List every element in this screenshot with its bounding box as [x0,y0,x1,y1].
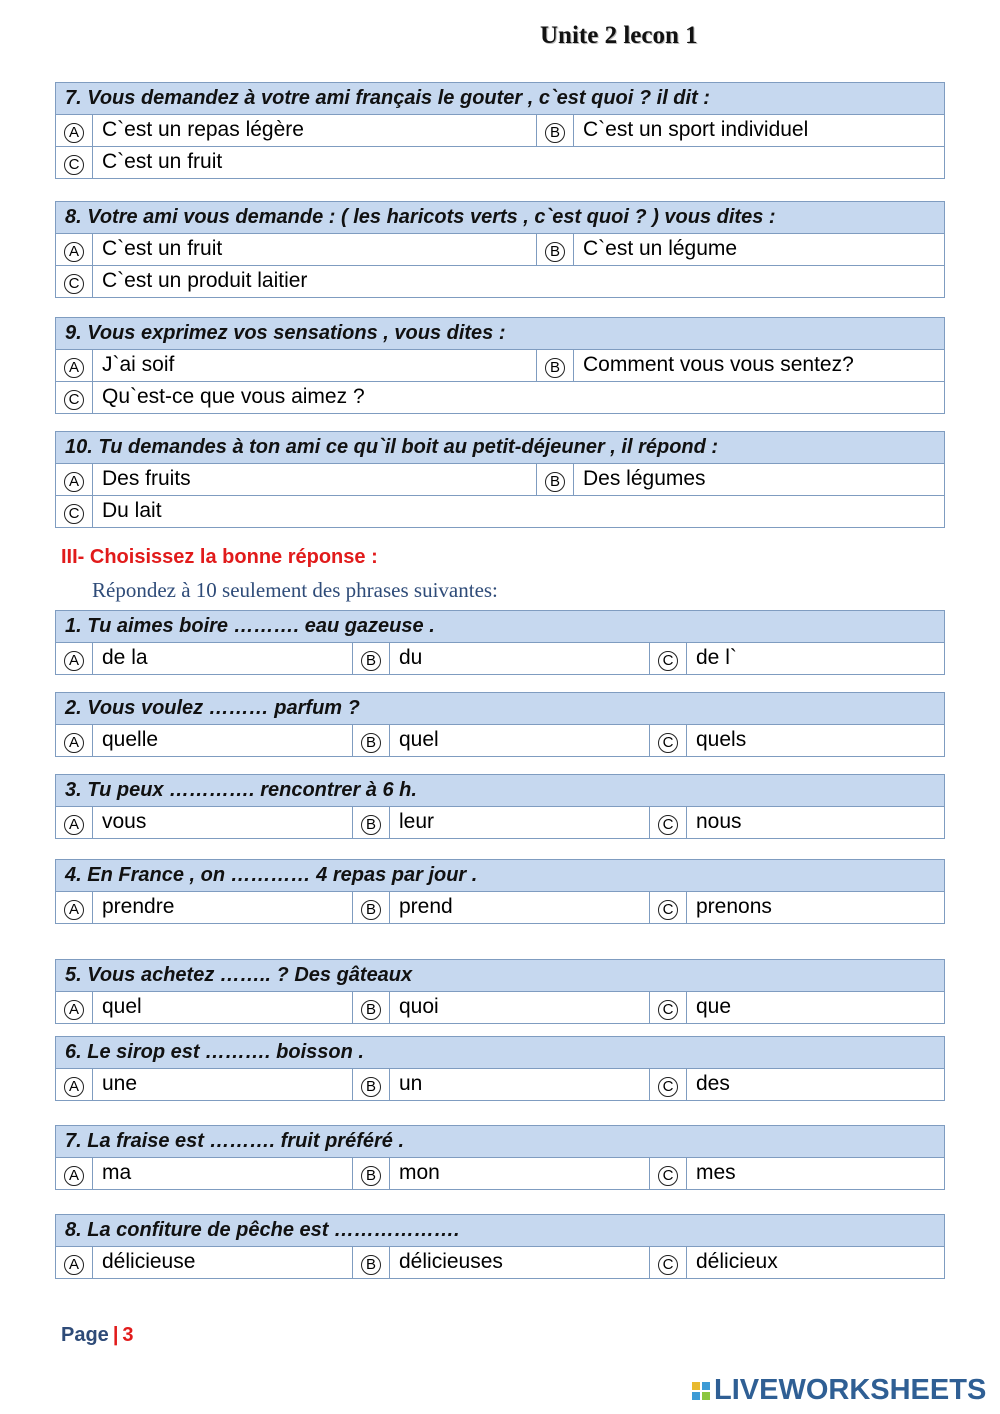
option-b-circle-icon[interactable]: B [545,358,565,378]
answer-text: prendre [102,895,175,918]
option-b-circle-icon[interactable]: B [545,242,565,262]
option-b-circle-icon[interactable]: B [361,651,381,671]
answer-option-c[interactable] [56,496,944,527]
option-b-circle-icon[interactable]: B [361,900,381,920]
question-block [55,859,945,924]
question-block [55,774,945,839]
answer-text: mon [399,1161,440,1184]
option-c-circle-icon[interactable]: C [658,651,678,671]
page-number: 3 [122,1324,134,1346]
page-label: Page [61,1324,109,1346]
answer-text: mes [696,1161,736,1184]
answer-option-a[interactable] [56,992,352,1023]
option-a-circle-icon[interactable]: A [64,472,84,492]
option-a-circle-icon[interactable]: A [64,815,84,835]
answer-text: délicieux [696,1250,778,1273]
question-text: 4. En France , on ………… 4 repas par jour . [56,860,944,891]
option-a-circle-icon[interactable]: A [64,123,84,143]
question-block [55,431,945,528]
option-b-circle-icon[interactable]: B [361,815,381,835]
option-b-circle-icon[interactable]: B [361,1000,381,1020]
option-b-circle-icon[interactable]: B [361,1077,381,1097]
option-c-circle-icon[interactable]: C [658,1077,678,1097]
answer-text: délicieuses [399,1250,503,1273]
answer-text: Comment vous vous sentez? [583,353,854,376]
answer-text: C`est un sport individuel [583,118,809,141]
answer-text: de l` [696,646,737,669]
answer-option-c[interactable] [649,992,944,1023]
answer-text: nous [696,810,742,833]
answer-text: vous [102,810,147,833]
answer-text: quel [102,995,142,1018]
answer-text: Des fruits [102,467,191,490]
option-a-circle-icon[interactable]: A [64,1077,84,1097]
answer-option-b[interactable] [352,1069,649,1100]
option-a-circle-icon[interactable]: A [64,1166,84,1186]
answer-option-a[interactable] [56,643,352,674]
answer-text: une [102,1072,138,1095]
answer-option-a[interactable] [56,807,352,838]
question-block [55,317,945,414]
answer-text: quelle [102,728,159,751]
answer-text: C`est un fruit [102,237,223,260]
answer-text: prend [399,895,453,918]
brand-name: LIVEWORKSHEETS [714,1374,987,1406]
answer-option-c[interactable] [649,1069,944,1100]
answer-option-b[interactable] [352,1158,649,1189]
question-text: 6. Le sirop est ………. boisson . [56,1037,944,1068]
page-footer [61,1324,134,1347]
question-block [55,959,945,1024]
option-c-circle-icon[interactable]: C [658,733,678,753]
answer-option-c[interactable] [56,266,944,297]
question-block [55,1036,945,1101]
question-text: 9. Vous exprimez vos sensations , vous dites : [56,318,944,349]
answer-option-a[interactable] [56,115,536,146]
answer-option-b[interactable] [352,807,649,838]
option-c-circle-icon[interactable]: C [658,1000,678,1020]
question-text: 8. Votre ami vous demande : ( les haricots verts , c`est quoi ? ) vous dites : [56,202,944,233]
option-a-circle-icon[interactable]: A [64,242,84,262]
page-title: Unite 2 lecon 1 [540,22,698,49]
answer-text: C`est un légume [583,237,738,260]
answer-text: Qu`est-ce que vous aimez ? [102,385,365,408]
answer-option-b[interactable] [352,725,649,756]
option-c-circle-icon[interactable]: C [658,815,678,835]
question-block [55,82,945,179]
answer-text: de la [102,646,148,669]
answer-option-c[interactable] [649,807,944,838]
answer-text: des [696,1072,730,1095]
option-c-circle-icon[interactable]: C [64,274,84,294]
question-block [55,1214,945,1279]
option-a-circle-icon[interactable]: A [64,900,84,920]
brand-grid-icon [692,1382,710,1400]
question-text: 2. Vous voulez ……… parfum ? [56,693,944,724]
option-a-circle-icon[interactable]: A [64,1255,84,1275]
section-title: III- Choisissez la bonne réponse : [61,546,378,568]
option-c-circle-icon[interactable]: C [64,504,84,524]
answer-option-b[interactable] [352,643,649,674]
question-text: 10. Tu demandes à ton ami ce qu`il boit au petit-déjeuner , il répond : [56,432,944,463]
answer-option-b[interactable] [536,115,944,146]
option-b-circle-icon[interactable]: B [361,1166,381,1186]
answer-option-b[interactable] [536,464,944,495]
option-a-circle-icon[interactable]: A [64,358,84,378]
option-c-circle-icon[interactable]: C [658,1255,678,1275]
question-text: 7. Vous demandez à votre ami français le gouter , c`est quoi ? il dit : [56,83,944,114]
option-c-circle-icon[interactable]: C [64,155,84,175]
answer-option-b[interactable] [536,350,944,381]
answer-option-a[interactable] [56,350,536,381]
answer-text: C`est un produit laitier [102,269,308,292]
answer-text: Du lait [102,499,162,522]
answer-option-c[interactable] [649,892,944,923]
answer-option-c[interactable] [649,643,944,674]
question-text: 7. La fraise est ………. fruit préféré . [56,1126,944,1157]
answer-text: que [696,995,732,1018]
answer-option-a[interactable] [56,892,352,923]
option-b-circle-icon[interactable]: B [361,1255,381,1275]
option-b-circle-icon[interactable]: B [361,733,381,753]
answer-text: délicieuse [102,1250,196,1273]
option-c-circle-icon[interactable]: C [64,390,84,410]
question-text: 3. Tu peux …………. rencontrer à 6 h. [56,775,944,806]
answer-option-a[interactable] [56,725,352,756]
question-block [55,610,945,675]
question-text: 5. Vous achetez …….. ? Des gâteaux [56,960,944,991]
answer-option-b[interactable] [536,234,944,265]
answer-option-b[interactable] [352,992,649,1023]
answer-text: J`ai soif [102,353,175,376]
question-block [55,201,945,298]
answer-text: quels [696,728,747,751]
option-b-circle-icon[interactable]: B [545,472,565,492]
option-a-circle-icon[interactable]: A [64,651,84,671]
option-b-circle-icon[interactable]: B [545,123,565,143]
option-c-circle-icon[interactable]: C [658,1166,678,1186]
option-a-circle-icon[interactable]: A [64,733,84,753]
page-separator: | [112,1324,119,1346]
answer-option-a[interactable] [56,1247,352,1278]
section-instructions: Répondez à 10 seulement des phrases suivantes: [92,578,498,602]
answer-option-a[interactable] [56,1069,352,1100]
question-text: 8. La confiture de pêche est ………………. [56,1215,944,1246]
question-block [55,1125,945,1190]
answer-text: leur [399,810,435,833]
answer-text: C`est un fruit [102,150,223,173]
answer-option-c[interactable] [56,382,944,413]
option-c-circle-icon[interactable]: C [658,900,678,920]
answer-option-a[interactable] [56,1158,352,1189]
answer-option-c[interactable] [649,725,944,756]
answer-text: prenons [696,895,772,918]
question-block [55,692,945,757]
answer-option-c[interactable] [56,147,944,178]
answer-option-b[interactable] [352,1247,649,1278]
answer-text: quoi [399,995,439,1018]
liveworksheets-logo [692,1374,986,1407]
answer-text: Des légumes [583,467,706,490]
answer-text: C`est un repas légère [102,118,304,141]
answer-option-a[interactable] [56,234,536,265]
answer-text: un [399,1072,423,1095]
answer-text: quel [399,728,439,751]
answer-option-c[interactable] [649,1158,944,1189]
answer-option-b[interactable] [352,892,649,923]
answer-option-c[interactable] [649,1247,944,1278]
answer-text: ma [102,1161,132,1184]
answer-option-a[interactable] [56,464,536,495]
question-text: 1. Tu aimes boire ………. eau gazeuse . [56,611,944,642]
answer-text: du [399,646,423,669]
option-a-circle-icon[interactable]: A [64,1000,84,1020]
